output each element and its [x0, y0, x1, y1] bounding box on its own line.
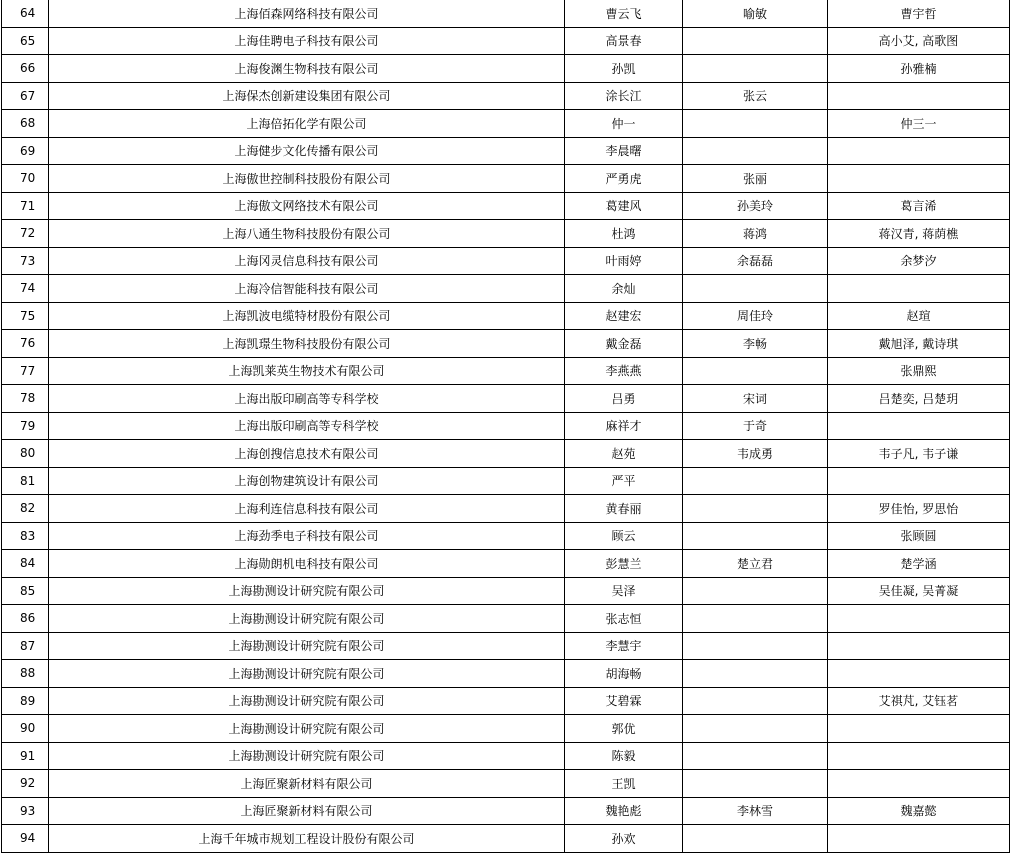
name-cell: 胡海畅	[565, 660, 683, 688]
children-cell: 楚学涵	[828, 550, 1010, 578]
name-cell: 张志恒	[565, 605, 683, 633]
row-number-cell: 94	[2, 825, 49, 853]
table-row	[2, 82, 1010, 110]
spouse-cell: 周佳玲	[683, 302, 828, 330]
children-cell	[828, 165, 1010, 193]
company-cell: 上海勘测设计研究院有限公司	[49, 742, 565, 770]
row-number-cell: 93	[2, 797, 49, 825]
spouse-cell	[683, 27, 828, 55]
spouse-cell: 楚立君	[683, 550, 828, 578]
row-number-cell: 81	[2, 467, 49, 495]
children-cell	[828, 825, 1010, 853]
table-row	[2, 742, 1010, 770]
name-cell: 余灿	[565, 275, 683, 303]
children-cell	[828, 715, 1010, 743]
spouse-cell	[683, 467, 828, 495]
company-cell: 上海佳聘电子科技有限公司	[49, 27, 565, 55]
company-cell: 上海勘测设计研究院有限公司	[49, 577, 565, 605]
table-row	[2, 0, 1010, 27]
name-cell: 黄春丽	[565, 495, 683, 523]
name-cell: 李慧宇	[565, 632, 683, 660]
row-number-cell: 77	[2, 357, 49, 385]
company-cell: 上海创搜信息技术有限公司	[49, 440, 565, 468]
name-cell: 陈毅	[565, 742, 683, 770]
row-number-cell: 65	[2, 27, 49, 55]
table-row	[2, 110, 1010, 138]
name-cell: 杜鸿	[565, 220, 683, 248]
spouse-cell	[683, 577, 828, 605]
name-cell: 顾云	[565, 522, 683, 550]
name-cell: 王凯	[565, 770, 683, 798]
name-cell: 曹云飞	[565, 0, 683, 27]
name-cell: 孙凯	[565, 55, 683, 83]
spouse-cell	[683, 275, 828, 303]
row-number-cell: 66	[2, 55, 49, 83]
row-number-cell: 74	[2, 275, 49, 303]
children-cell: 葛言浠	[828, 192, 1010, 220]
spouse-cell	[683, 110, 828, 138]
row-number-cell: 79	[2, 412, 49, 440]
children-cell: 戴旭泽, 戴诗琪	[828, 330, 1010, 358]
name-cell: 涂长江	[565, 82, 683, 110]
children-cell: 魏嘉懿	[828, 797, 1010, 825]
row-number-cell: 86	[2, 605, 49, 633]
children-cell: 曹宇哲	[828, 0, 1010, 27]
row-number-cell: 76	[2, 330, 49, 358]
name-cell: 高景春	[565, 27, 683, 55]
table-row	[2, 275, 1010, 303]
children-cell	[828, 632, 1010, 660]
children-cell: 吕楚奕, 吕楚玥	[828, 385, 1010, 413]
company-cell: 上海千年城市规划工程设计股份有限公司	[49, 825, 565, 853]
row-number-cell: 71	[2, 192, 49, 220]
table-row	[2, 770, 1010, 798]
spouse-cell: 李林雪	[683, 797, 828, 825]
row-number-cell: 87	[2, 632, 49, 660]
row-number-cell: 72	[2, 220, 49, 248]
children-cell: 赵瑄	[828, 302, 1010, 330]
table-row	[2, 605, 1010, 633]
table-row	[2, 137, 1010, 165]
children-cell	[828, 770, 1010, 798]
name-cell: 孙欢	[565, 825, 683, 853]
table-row	[2, 440, 1010, 468]
spouse-cell	[683, 715, 828, 743]
spouse-cell: 喻敏	[683, 0, 828, 27]
table-row	[2, 412, 1010, 440]
row-number-cell: 83	[2, 522, 49, 550]
children-cell	[828, 742, 1010, 770]
table-row	[2, 715, 1010, 743]
name-cell: 戴金磊	[565, 330, 683, 358]
children-cell: 韦子凡, 韦子谦	[828, 440, 1010, 468]
children-cell	[828, 605, 1010, 633]
company-cell: 上海勋朗机电科技有限公司	[49, 550, 565, 578]
row-number-cell: 80	[2, 440, 49, 468]
company-cell: 上海出版印刷高等专科学校	[49, 385, 565, 413]
row-number-cell: 73	[2, 247, 49, 275]
children-cell	[828, 275, 1010, 303]
company-cell: 上海凯莱英生物技术有限公司	[49, 357, 565, 385]
company-cell: 上海倍拓化学有限公司	[49, 110, 565, 138]
name-cell: 严平	[565, 467, 683, 495]
table-body	[2, 0, 1010, 852]
children-cell: 罗佳怡, 罗思怡	[828, 495, 1010, 523]
company-cell: 上海八通生物科技股份有限公司	[49, 220, 565, 248]
table-row	[2, 550, 1010, 578]
roster-table	[1, 0, 1010, 853]
company-cell: 上海凯波电缆特材股份有限公司	[49, 302, 565, 330]
children-cell	[828, 467, 1010, 495]
table-row	[2, 192, 1010, 220]
children-cell: 孙雅楠	[828, 55, 1010, 83]
table-row	[2, 577, 1010, 605]
children-cell	[828, 412, 1010, 440]
row-number-cell: 82	[2, 495, 49, 523]
name-cell: 魏艳彪	[565, 797, 683, 825]
spouse-cell	[683, 770, 828, 798]
spouse-cell	[683, 605, 828, 633]
table-row	[2, 330, 1010, 358]
company-cell: 上海勘测设计研究院有限公司	[49, 715, 565, 743]
company-cell: 上海匠聚新材料有限公司	[49, 797, 565, 825]
row-number-cell: 78	[2, 385, 49, 413]
company-cell: 上海创物建筑设计有限公司	[49, 467, 565, 495]
row-number-cell: 69	[2, 137, 49, 165]
company-cell: 上海凯璟生物科技股份有限公司	[49, 330, 565, 358]
company-cell: 上海匠聚新材料有限公司	[49, 770, 565, 798]
company-cell: 上海傲文网络技术有限公司	[49, 192, 565, 220]
children-cell: 艾祺芃, 艾钰茗	[828, 687, 1010, 715]
row-number-cell: 70	[2, 165, 49, 193]
company-cell: 上海傲世控制科技股份有限公司	[49, 165, 565, 193]
name-cell: 叶雨婷	[565, 247, 683, 275]
spouse-cell: 李畅	[683, 330, 828, 358]
spouse-cell: 孙美玲	[683, 192, 828, 220]
table-row	[2, 302, 1010, 330]
spouse-cell: 张丽	[683, 165, 828, 193]
row-number-cell: 64	[2, 0, 49, 27]
company-cell: 上海保杰创新建设集团有限公司	[49, 82, 565, 110]
row-number-cell: 90	[2, 715, 49, 743]
table-row	[2, 385, 1010, 413]
name-cell: 吴泽	[565, 577, 683, 605]
children-cell	[828, 82, 1010, 110]
name-cell: 李晨曙	[565, 137, 683, 165]
spouse-cell	[683, 55, 828, 83]
table-row	[2, 660, 1010, 688]
spouse-cell	[683, 522, 828, 550]
name-cell: 严勇虎	[565, 165, 683, 193]
name-cell: 仲一	[565, 110, 683, 138]
company-cell: 上海勘测设计研究院有限公司	[49, 660, 565, 688]
table-row	[2, 495, 1010, 523]
name-cell: 赵苑	[565, 440, 683, 468]
children-cell: 张顾圆	[828, 522, 1010, 550]
children-cell	[828, 660, 1010, 688]
company-cell: 上海勘测设计研究院有限公司	[49, 605, 565, 633]
children-cell: 仲三一	[828, 110, 1010, 138]
table-row	[2, 797, 1010, 825]
spouse-cell	[683, 137, 828, 165]
row-number-cell: 67	[2, 82, 49, 110]
table-row	[2, 220, 1010, 248]
name-cell: 麻祥才	[565, 412, 683, 440]
row-number-cell: 92	[2, 770, 49, 798]
spouse-cell	[683, 825, 828, 853]
name-cell: 吕勇	[565, 385, 683, 413]
table-row	[2, 27, 1010, 55]
row-number-cell: 84	[2, 550, 49, 578]
table-row	[2, 247, 1010, 275]
name-cell: 艾碧霖	[565, 687, 683, 715]
table-row	[2, 357, 1010, 385]
spouse-cell	[683, 357, 828, 385]
spouse-cell	[683, 660, 828, 688]
children-cell: 张鼎熙	[828, 357, 1010, 385]
spouse-cell: 余磊磊	[683, 247, 828, 275]
children-cell: 余梦汐	[828, 247, 1010, 275]
spouse-cell	[683, 632, 828, 660]
table-row	[2, 165, 1010, 193]
company-cell: 上海冈灵信息科技有限公司	[49, 247, 565, 275]
children-cell: 高小艾, 高歌图	[828, 27, 1010, 55]
table-row	[2, 467, 1010, 495]
name-cell: 赵建宏	[565, 302, 683, 330]
company-cell: 上海俊渊生物科技有限公司	[49, 55, 565, 83]
name-cell: 李燕燕	[565, 357, 683, 385]
children-cell: 吴佳凝, 吴菁凝	[828, 577, 1010, 605]
name-cell: 彭慧兰	[565, 550, 683, 578]
row-number-cell: 89	[2, 687, 49, 715]
table-row	[2, 632, 1010, 660]
company-cell: 上海佰森网络科技有限公司	[49, 0, 565, 27]
spouse-cell	[683, 687, 828, 715]
table-row	[2, 55, 1010, 83]
company-cell: 上海冷信智能科技有限公司	[49, 275, 565, 303]
company-cell: 上海利连信息科技有限公司	[49, 495, 565, 523]
children-cell: 蒋汉青, 蒋荫樵	[828, 220, 1010, 248]
company-cell: 上海出版印刷高等专科学校	[49, 412, 565, 440]
spouse-cell: 张云	[683, 82, 828, 110]
company-cell: 上海勘测设计研究院有限公司	[49, 632, 565, 660]
spouse-cell: 于奇	[683, 412, 828, 440]
row-number-cell: 75	[2, 302, 49, 330]
spouse-cell	[683, 495, 828, 523]
company-cell: 上海勘测设计研究院有限公司	[49, 687, 565, 715]
children-cell	[828, 137, 1010, 165]
name-cell: 葛建风	[565, 192, 683, 220]
row-number-cell: 88	[2, 660, 49, 688]
table-row	[2, 687, 1010, 715]
row-number-cell: 68	[2, 110, 49, 138]
spouse-cell	[683, 742, 828, 770]
name-cell: 郭优	[565, 715, 683, 743]
spouse-cell: 宋词	[683, 385, 828, 413]
spouse-cell: 韦成勇	[683, 440, 828, 468]
company-cell: 上海劲季电子科技有限公司	[49, 522, 565, 550]
row-number-cell: 85	[2, 577, 49, 605]
table-row	[2, 825, 1010, 853]
spouse-cell: 蒋鸿	[683, 220, 828, 248]
company-cell: 上海健步文化传播有限公司	[49, 137, 565, 165]
row-number-cell: 91	[2, 742, 49, 770]
table-row	[2, 522, 1010, 550]
